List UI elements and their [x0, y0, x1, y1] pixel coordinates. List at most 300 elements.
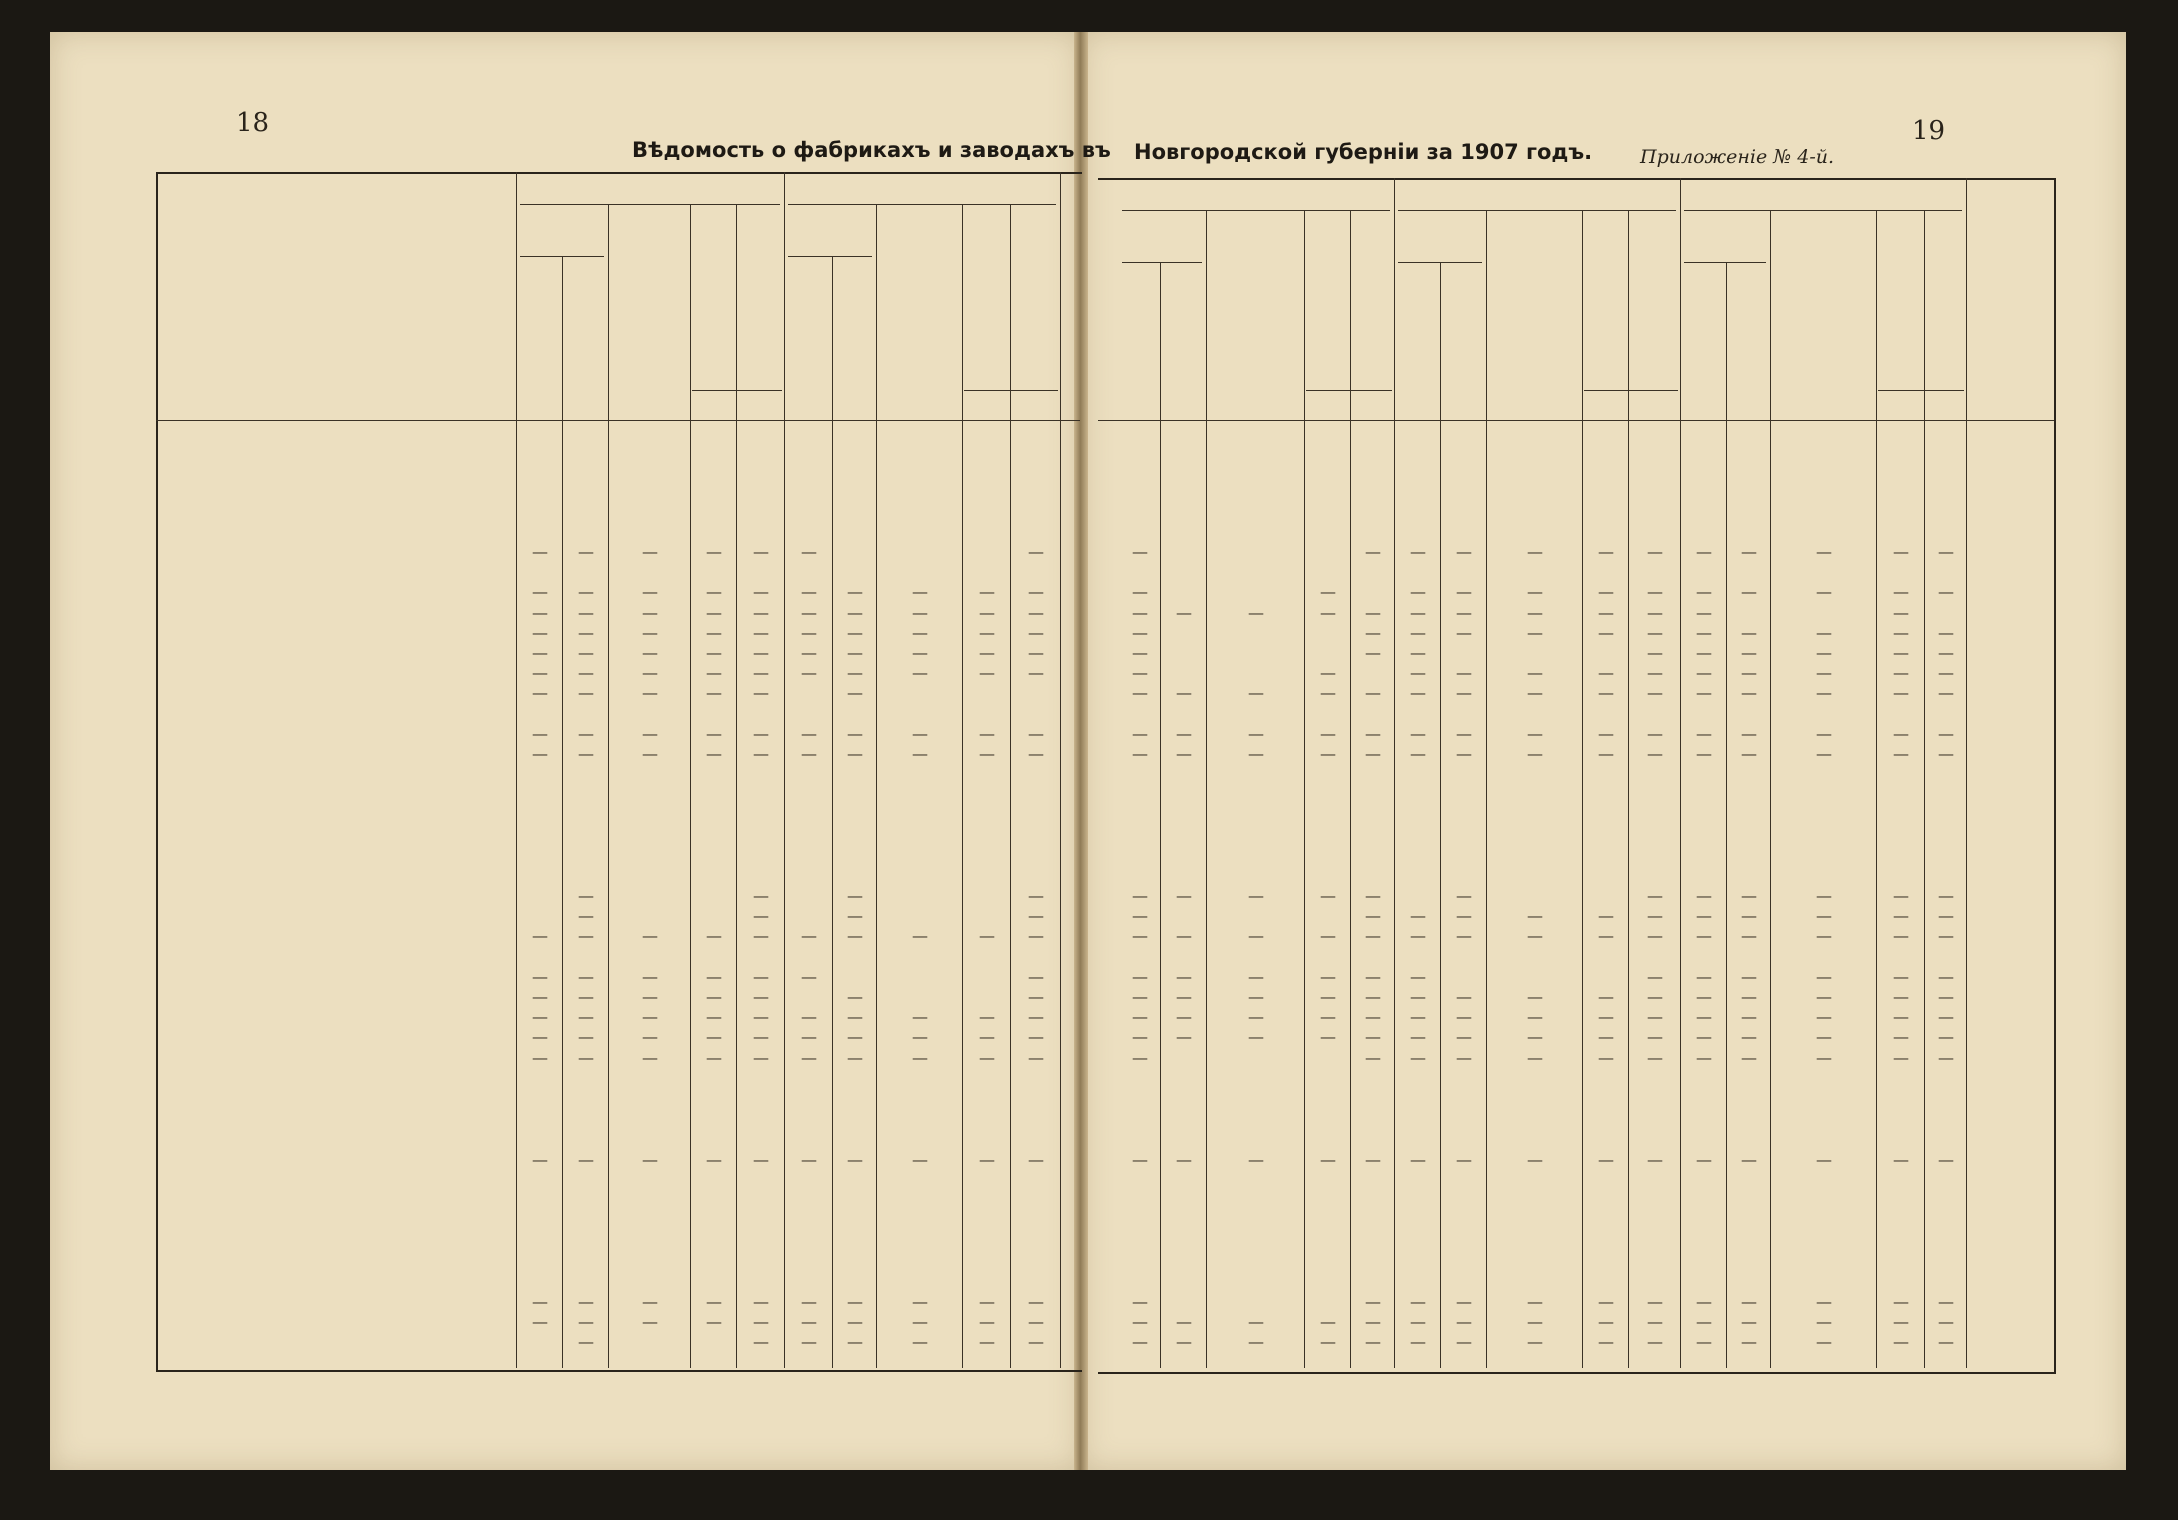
empty-cell-dash: — [1741, 1150, 1757, 1169]
empty-cell-dash: — [1816, 926, 1832, 946]
page-number-left: 18 [236, 108, 270, 138]
empty-cell-dash: — [1527, 1312, 1543, 1332]
empty-cell-dash: — [979, 602, 995, 622]
empty-cell-dash: — [532, 582, 548, 602]
empty-cell-dash: — [1456, 1150, 1472, 1169]
empty-cell-dash: — [1741, 906, 1757, 926]
empty-cell-dash: — [1248, 723, 1264, 743]
column-divider [608, 204, 609, 1368]
empty-cell-dash: — [1456, 663, 1472, 683]
title-left: Вѣдомость о фабрикахъ и заводахъ въ [632, 138, 1111, 162]
empty-cell-dash: — [642, 1007, 658, 1027]
empty-cell-dash: — [1647, 622, 1663, 642]
empty-cell-dash: — [1893, 1007, 1909, 1027]
empty-cell-dash: — [1938, 926, 1954, 946]
empty-cell-dash: — [578, 966, 594, 986]
empty-cell-dash: — [1176, 1332, 1192, 1352]
empty-cell-dash: — [642, 582, 658, 602]
empty-cell-dash: — [1741, 886, 1757, 905]
empty-cell-dash: — [1248, 1007, 1264, 1027]
empty-cell-dash: — [706, 1007, 722, 1027]
empty-cell-dash: — [706, 622, 722, 642]
group-divider [1680, 178, 1681, 1368]
empty-cell-dash: — [1365, 1027, 1381, 1047]
empty-cell-dash: — [578, 663, 594, 683]
empty-cell-dash: — [1410, 643, 1426, 662]
empty-cell-dash: — [1741, 643, 1757, 662]
empty-cell-dash: — [847, 602, 863, 622]
empty-cell-dash: — [1527, 1332, 1543, 1352]
empty-cell-dash: — [1647, 723, 1663, 743]
empty-cell-dash: — [1248, 683, 1264, 703]
empty-cell-dash: — [532, 1027, 548, 1047]
empty-cell-dash: — [642, 966, 658, 986]
empty-cell-dash: — [1816, 663, 1832, 683]
empty-cell-dash: — [1365, 643, 1381, 662]
empty-cell-dash: — [912, 1332, 928, 1352]
empty-cell-dash: — [979, 1027, 995, 1047]
empty-cell-dash: — [847, 723, 863, 743]
empty-cell-dash: — [706, 966, 722, 986]
empty-cell-dash: — [1741, 663, 1757, 683]
empty-cell-dash: — [801, 1332, 817, 1352]
empty-cell-dash: — [1598, 622, 1614, 642]
empty-cell-dash: — [1647, 886, 1663, 905]
empty-cell-dash: — [578, 1292, 594, 1311]
empty-cell-dash: — [1696, 744, 1712, 763]
empty-cell-dash: — [912, 643, 928, 662]
name-column-divider [516, 172, 517, 1368]
empty-cell-dash: — [1365, 906, 1381, 926]
empty-cell-dash: — [1410, 1150, 1426, 1169]
empty-cell-dash: — [801, 1150, 817, 1169]
empty-cell-dash: — [1938, 987, 1954, 1006]
gender-rule [692, 390, 782, 391]
empty-cell-dash: — [753, 1027, 769, 1047]
empty-cell-dash: — [1598, 926, 1614, 946]
empty-cell-dash: — [979, 1047, 995, 1067]
column-divider [962, 204, 963, 1368]
empty-cell-dash: — [979, 1150, 995, 1169]
empty-cell-dash: — [912, 1047, 928, 1067]
empty-cell-dash: — [1410, 926, 1426, 946]
empty-cell-dash: — [753, 744, 769, 763]
empty-cell-dash: — [1938, 1150, 1954, 1169]
empty-cell-dash: — [1893, 542, 1909, 561]
empty-cell-dash: — [1893, 926, 1909, 946]
empty-cell-dash: — [1647, 1047, 1663, 1067]
empty-cell-dash: — [642, 683, 658, 703]
empty-cell-dash: — [1132, 1027, 1148, 1047]
empty-cell-dash: — [912, 744, 928, 763]
empty-cell-dash: — [1816, 622, 1832, 642]
empty-cell-dash: — [706, 582, 722, 602]
empty-cell-dash: — [1696, 966, 1712, 986]
empty-cell-dash: — [578, 926, 594, 946]
empty-cell-dash: — [1816, 1312, 1832, 1332]
empty-cell-dash: — [532, 602, 548, 622]
empty-cell-dash: — [1647, 643, 1663, 662]
empty-cell-dash: — [1527, 542, 1543, 561]
empty-cell-dash: — [532, 926, 548, 946]
empty-cell-dash: — [1527, 622, 1543, 642]
empty-cell-dash: — [706, 987, 722, 1006]
empty-cell-dash: — [1410, 1332, 1426, 1352]
empty-cell-dash: — [1938, 1332, 1954, 1352]
empty-cell-dash: — [1598, 723, 1614, 743]
factory-count-rule [1684, 262, 1766, 263]
empty-cell-dash: — [753, 1312, 769, 1332]
empty-cell-dash: — [1741, 1312, 1757, 1332]
empty-cell-dash: — [1938, 723, 1954, 743]
empty-cell-dash: — [1132, 1047, 1148, 1067]
empty-cell-dash: — [1456, 1332, 1472, 1352]
empty-cell-dash: — [1365, 926, 1381, 946]
empty-cell-dash: — [1696, 1007, 1712, 1027]
empty-cell-dash: — [753, 723, 769, 743]
empty-cell-dash: — [1647, 1332, 1663, 1352]
empty-cell-dash: — [979, 1312, 995, 1332]
empty-cell-dash: — [1741, 542, 1757, 561]
empty-cell-dash: — [1741, 1007, 1757, 1027]
gender-rule [964, 390, 1058, 391]
empty-cell-dash: — [1365, 744, 1381, 763]
factory-count-rule [1122, 262, 1202, 263]
empty-cell-dash: — [1893, 966, 1909, 986]
empty-cell-dash: — [912, 582, 928, 602]
empty-cell-dash: — [1365, 1332, 1381, 1352]
empty-cell-dash: — [1598, 987, 1614, 1006]
empty-cell-dash: — [706, 1150, 722, 1169]
empty-cell-dash: — [847, 1292, 863, 1311]
empty-cell-dash: — [1456, 602, 1472, 622]
empty-cell-dash: — [1741, 1332, 1757, 1352]
empty-cell-dash: — [847, 1332, 863, 1352]
empty-cell-dash: — [532, 622, 548, 642]
empty-cell-dash: — [642, 1150, 658, 1169]
empty-cell-dash: — [1816, 542, 1832, 561]
empty-cell-dash: — [979, 1007, 995, 1027]
column-divider [736, 204, 737, 1368]
empty-cell-dash: — [1893, 1047, 1909, 1067]
empty-cell-dash: — [578, 542, 594, 561]
empty-cell-dash: — [1320, 926, 1336, 946]
empty-cell-dash: — [1741, 1047, 1757, 1067]
empty-cell-dash: — [912, 1312, 928, 1332]
empty-cell-dash: — [1320, 987, 1336, 1006]
empty-cell-dash: — [532, 966, 548, 986]
empty-cell-dash: — [1132, 906, 1148, 926]
empty-cell-dash: — [1248, 744, 1264, 763]
empty-cell-dash: — [532, 987, 548, 1006]
empty-cell-dash: — [578, 582, 594, 602]
empty-cell-dash: — [578, 622, 594, 642]
empty-cell-dash: — [578, 744, 594, 763]
empty-cell-dash: — [1696, 582, 1712, 602]
empty-cell-dash: — [1527, 1027, 1543, 1047]
empty-cell-dash: — [642, 744, 658, 763]
empty-cell-dash: — [532, 683, 548, 703]
empty-cell-dash: — [1893, 886, 1909, 905]
empty-cell-dash: — [801, 622, 817, 642]
empty-cell-dash: — [642, 1047, 658, 1067]
empty-cell-dash: — [801, 1292, 817, 1311]
empty-cell-dash: — [532, 1312, 548, 1332]
empty-cell-dash: — [1456, 1027, 1472, 1047]
empty-cell-dash: — [578, 886, 594, 905]
column-divider [876, 204, 877, 1368]
empty-cell-dash: — [979, 643, 995, 662]
empty-cell-dash: — [1598, 542, 1614, 561]
empty-cell-dash: — [1816, 1292, 1832, 1311]
empty-cell-dash: — [847, 987, 863, 1006]
empty-cell-dash: — [912, 1150, 928, 1169]
empty-cell-dash: — [578, 1332, 594, 1352]
empty-cell-dash: — [1527, 987, 1543, 1006]
empty-cell-dash: — [847, 582, 863, 602]
empty-cell-dash: — [1248, 1150, 1264, 1169]
empty-cell-dash: — [532, 542, 548, 561]
empty-cell-dash: — [578, 1047, 594, 1067]
column-divider [1628, 210, 1629, 1368]
empty-cell-dash: — [1028, 723, 1044, 743]
empty-cell-dash: — [1456, 886, 1472, 905]
empty-cell-dash: — [1410, 683, 1426, 703]
empty-cell-dash: — [1456, 622, 1472, 642]
empty-cell-dash: — [1816, 744, 1832, 763]
empty-cell-dash: — [1893, 744, 1909, 763]
empty-cell-dash: — [706, 1027, 722, 1047]
table-left [156, 172, 1082, 1372]
empty-cell-dash: — [1598, 1007, 1614, 1027]
empty-cell-dash: — [1741, 744, 1757, 763]
empty-cell-dash: — [1320, 1007, 1336, 1027]
empty-cell-dash: — [1938, 683, 1954, 703]
empty-cell-dash: — [1893, 582, 1909, 602]
empty-cell-dash: — [1741, 987, 1757, 1006]
empty-cell-dash: — [801, 1027, 817, 1047]
empty-cell-dash: — [801, 582, 817, 602]
empty-cell-dash: — [1816, 1150, 1832, 1169]
empty-cell-dash: — [1028, 663, 1044, 683]
empty-cell-dash: — [1598, 1047, 1614, 1067]
empty-cell-dash: — [642, 1292, 658, 1311]
empty-cell-dash: — [1028, 1292, 1044, 1311]
empty-cell-dash: — [1527, 1292, 1543, 1311]
empty-cell-dash: — [1365, 602, 1381, 622]
empty-cell-dash: — [1132, 1150, 1148, 1169]
empty-cell-dash: — [847, 622, 863, 642]
page-number-right: 19 [1912, 116, 1946, 146]
group-header-rule [520, 204, 780, 205]
empty-cell-dash: — [847, 1027, 863, 1047]
empty-cell-dash: — [1028, 966, 1044, 986]
empty-cell-dash: — [1456, 1312, 1472, 1332]
group-header-rule [788, 204, 1056, 205]
empty-cell-dash: — [1456, 542, 1472, 561]
empty-cell-dash: — [1365, 1150, 1381, 1169]
empty-cell-dash: — [532, 744, 548, 763]
empty-cell-dash: — [1893, 602, 1909, 622]
empty-cell-dash: — [1320, 602, 1336, 622]
empty-cell-dash: — [1741, 723, 1757, 743]
empty-cell-dash: — [1816, 966, 1832, 986]
empty-cell-dash: — [847, 1007, 863, 1027]
empty-cell-dash: — [1176, 683, 1192, 703]
empty-cell-dash: — [1410, 966, 1426, 986]
empty-cell-dash: — [847, 906, 863, 926]
empty-cell-dash: — [847, 744, 863, 763]
empty-cell-dash: — [1132, 683, 1148, 703]
empty-cell-dash: — [1696, 1292, 1712, 1311]
empty-cell-dash: — [578, 1027, 594, 1047]
empty-cell-dash: — [1176, 926, 1192, 946]
empty-cell-dash: — [532, 663, 548, 683]
empty-cell-dash: — [1893, 643, 1909, 662]
group-divider [1394, 178, 1395, 1368]
empty-cell-dash: — [706, 723, 722, 743]
empty-cell-dash: — [578, 987, 594, 1006]
empty-cell-dash: — [1456, 987, 1472, 1006]
empty-cell-dash: — [1410, 582, 1426, 602]
empty-cell-dash: — [1527, 744, 1543, 763]
column-divider [1440, 262, 1441, 1368]
empty-cell-dash: — [1132, 622, 1148, 642]
empty-cell-dash: — [1365, 1292, 1381, 1311]
empty-cell-dash: — [1176, 723, 1192, 743]
empty-cell-dash: — [1320, 744, 1336, 763]
empty-cell-dash: — [578, 602, 594, 622]
empty-cell-dash: — [1741, 622, 1757, 642]
factory-count-rule [788, 256, 872, 257]
empty-cell-dash: — [1320, 1312, 1336, 1332]
empty-cell-dash: — [1696, 886, 1712, 905]
gender-rule [1306, 390, 1392, 391]
appendix-label: Приложеніе № 4-й. [1640, 146, 1835, 168]
empty-cell-dash: — [801, 602, 817, 622]
empty-cell-dash: — [1816, 906, 1832, 926]
empty-cell-dash: — [706, 926, 722, 946]
empty-cell-dash: — [642, 663, 658, 683]
empty-cell-dash: — [1320, 582, 1336, 602]
empty-cell-dash: — [1410, 723, 1426, 743]
empty-cell-dash: — [1893, 723, 1909, 743]
empty-cell-dash: — [1938, 1007, 1954, 1027]
empty-cell-dash: — [1248, 966, 1264, 986]
empty-cell-dash: — [706, 542, 722, 561]
empty-cell-dash: — [1248, 602, 1264, 622]
empty-cell-dash: — [1456, 926, 1472, 946]
empty-cell-dash: — [1527, 1047, 1543, 1067]
empty-cell-dash: — [706, 1047, 722, 1067]
empty-cell-dash: — [801, 1007, 817, 1027]
empty-cell-dash: — [1320, 966, 1336, 986]
empty-cell-dash: — [801, 926, 817, 946]
empty-cell-dash: — [1647, 1027, 1663, 1047]
empty-cell-dash: — [1647, 1312, 1663, 1332]
empty-cell-dash: — [1320, 663, 1336, 683]
empty-cell-dash: — [1410, 1312, 1426, 1332]
empty-cell-dash: — [1176, 987, 1192, 1006]
empty-cell-dash: — [1741, 926, 1757, 946]
empty-cell-dash: — [1527, 723, 1543, 743]
empty-cell-dash: — [1696, 542, 1712, 561]
group-header-rule [1684, 210, 1962, 211]
empty-cell-dash: — [1132, 723, 1148, 743]
empty-cell-dash: — [642, 723, 658, 743]
empty-cell-dash: — [1938, 582, 1954, 602]
empty-cell-dash: — [1741, 966, 1757, 986]
empty-cell-dash: — [1938, 906, 1954, 926]
empty-cell-dash: — [1696, 622, 1712, 642]
empty-cell-dash: — [1132, 886, 1148, 905]
empty-cell-dash: — [1132, 926, 1148, 946]
empty-cell-dash: — [1938, 663, 1954, 683]
empty-cell-dash: — [1598, 1292, 1614, 1311]
column-divider [1010, 204, 1011, 1368]
empty-cell-dash: — [1132, 643, 1148, 662]
empty-cell-dash: — [1176, 1007, 1192, 1027]
empty-cell-dash: — [1176, 1027, 1192, 1047]
empty-cell-dash: — [753, 966, 769, 986]
empty-cell-dash: — [1248, 886, 1264, 905]
empty-cell-dash: — [1647, 1150, 1663, 1169]
empty-cell-dash: — [1816, 723, 1832, 743]
empty-cell-dash: — [1248, 926, 1264, 946]
empty-cell-dash: — [1132, 602, 1148, 622]
group-divider [784, 172, 785, 1368]
empty-cell-dash: — [1893, 1150, 1909, 1169]
gender-rule [1584, 390, 1678, 391]
empty-cell-dash: — [753, 1292, 769, 1311]
empty-cell-dash: — [1132, 987, 1148, 1006]
empty-cell-dash: — [1816, 1332, 1832, 1352]
empty-cell-dash: — [801, 542, 817, 561]
empty-cell-dash: — [979, 622, 995, 642]
empty-cell-dash: — [1132, 966, 1148, 986]
empty-cell-dash: — [1816, 1027, 1832, 1047]
empty-cell-dash: — [578, 723, 594, 743]
group-divider [1060, 172, 1061, 1368]
empty-cell-dash: — [847, 1312, 863, 1332]
empty-cell-dash: — [1410, 1007, 1426, 1027]
column-divider [1486, 210, 1487, 1368]
empty-cell-dash: — [642, 1027, 658, 1047]
empty-cell-dash: — [847, 926, 863, 946]
empty-cell-dash: — [753, 602, 769, 622]
empty-cell-dash: — [753, 987, 769, 1006]
empty-cell-dash: — [801, 744, 817, 763]
empty-cell-dash: — [1410, 987, 1426, 1006]
empty-cell-dash: — [1456, 683, 1472, 703]
empty-cell-dash: — [1028, 926, 1044, 946]
empty-cell-dash: — [1028, 1047, 1044, 1067]
header-bottom-rule-left [156, 420, 1080, 421]
empty-cell-dash: — [1696, 1332, 1712, 1352]
empty-cell-dash: — [1938, 886, 1954, 905]
empty-cell-dash: — [1028, 1027, 1044, 1047]
empty-cell-dash: — [1365, 886, 1381, 905]
empty-cell-dash: — [1527, 663, 1543, 683]
column-divider [1770, 210, 1771, 1368]
empty-cell-dash: — [1320, 1027, 1336, 1047]
empty-cell-dash: — [847, 1047, 863, 1067]
empty-cell-dash: — [1132, 1332, 1148, 1352]
empty-cell-dash: — [1696, 1047, 1712, 1067]
gender-rule [1878, 390, 1964, 391]
empty-cell-dash: — [979, 582, 995, 602]
empty-cell-dash: — [1456, 744, 1472, 763]
